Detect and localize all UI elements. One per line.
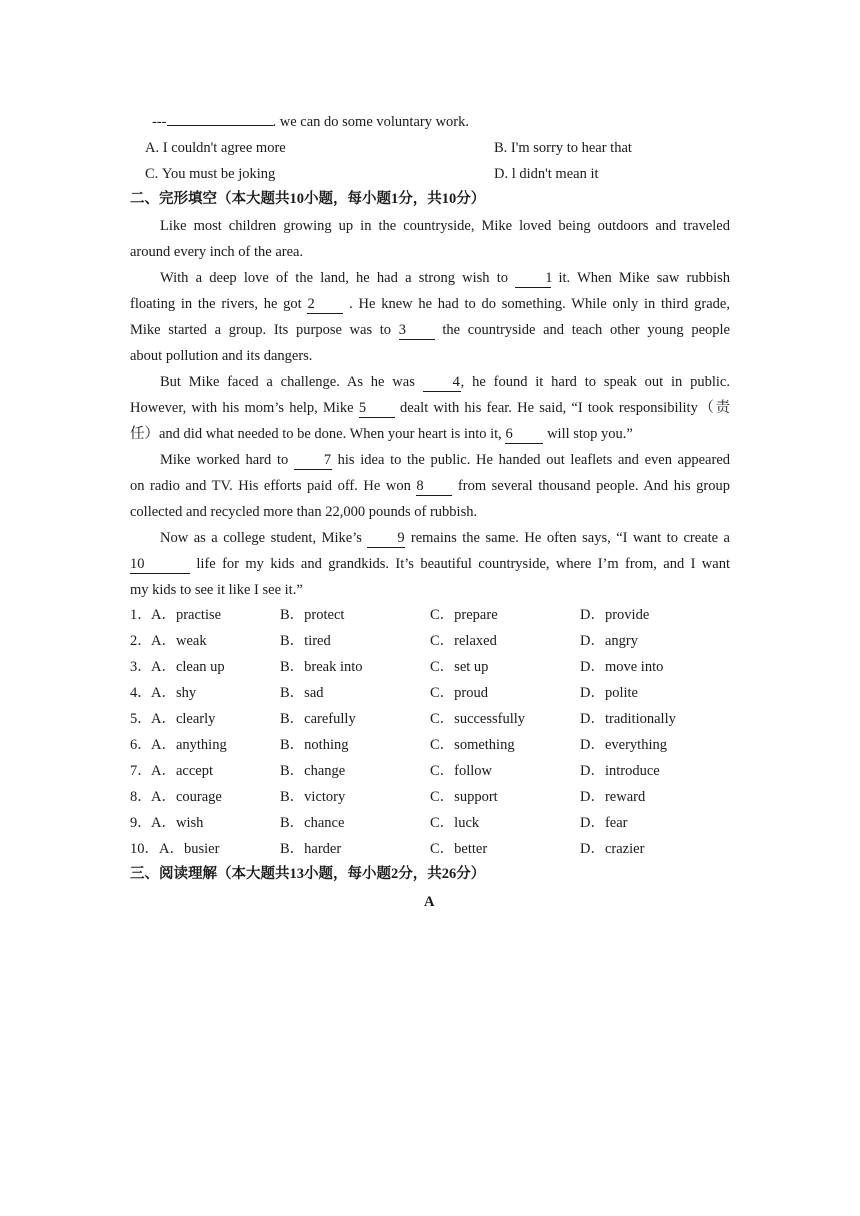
option-d[interactable]: D．fear <box>580 815 628 831</box>
paragraph-line: But Mike faced a challenge. As he was 4, he found it hard to speak out in public. <box>160 374 730 390</box>
option-d[interactable]: D．angry <box>580 633 638 649</box>
option-b[interactable]: B．nothing <box>280 737 349 753</box>
option-text: I'm sorry to hear that <box>510 140 632 156</box>
paragraph-line: 任）and did what needed to be done. When your heart is into it, 6 will stop you.” <box>130 426 633 442</box>
passage-paragraph-1 <box>130 213 730 239</box>
option-d[interactable]: D．crazier <box>580 841 645 857</box>
option-b[interactable]: B．tired <box>280 633 331 649</box>
option-a[interactable]: A．anything <box>151 737 227 753</box>
option-text: I couldn't agree more <box>162 140 286 156</box>
paragraph-line: on radio and TV. His efforts paid off. He won 8 from several thousand people. And his group <box>130 478 731 494</box>
option-d[interactable]: D．move into <box>580 659 664 675</box>
option-d[interactable]: D．introduce <box>580 763 660 779</box>
option-b[interactable]: B．break into <box>280 659 363 675</box>
passage-paragraph-3-end <box>130 421 730 447</box>
question-number: 4． <box>130 685 152 701</box>
passage-paragraph-1-end <box>130 239 730 265</box>
blank-3[interactable]: 3 <box>399 322 435 340</box>
paragraph-line: However, with his mom’s help, Mike 5 dealt with his fear. He said, “I took responsibility（责 <box>130 400 731 416</box>
paragraph-line: about pollution and its dangers. <box>130 348 313 364</box>
paragraph-line: Mike worked hard to 7 his idea to the public. He handed out leaflets and even appeared <box>160 452 730 468</box>
blank-10[interactable]: 10 <box>130 556 190 574</box>
option-c[interactable]: C．support <box>430 789 498 805</box>
option-c[interactable]: C．successfully <box>430 711 526 727</box>
blank-1[interactable]: 1 <box>515 270 551 288</box>
paragraph-line: 10 life for my kids and grandkids. It’s beautiful countryside, where I’m from, and I want <box>130 556 730 572</box>
section-heading-reading: 三、阅读理解（本大题共13小题，每小题2分，共26分） <box>130 866 486 882</box>
paragraph-line: floating in the rivers, he got 2 . He knew he had to do something. While only in third grade, <box>130 296 730 312</box>
option-c[interactable]: C．luck <box>430 815 480 831</box>
passage-paragraph-2 <box>130 265 730 343</box>
option-c[interactable] <box>145 164 275 184</box>
option-a[interactable]: A．busier <box>159 841 220 857</box>
passage-paragraph-4-end <box>130 499 730 525</box>
option-a[interactable]: A．weak <box>151 633 207 649</box>
question-number: 9． <box>130 815 152 831</box>
option-d[interactable]: D．polite <box>580 685 638 701</box>
option-d[interactable]: D．reward <box>580 789 646 805</box>
option-b[interactable]: B．change <box>280 763 346 779</box>
option-d[interactable]: D．provide <box>580 607 650 623</box>
passage-paragraph-4 <box>130 447 730 499</box>
passage-paragraph-5 <box>130 525 730 577</box>
paragraph-line: Mike started a group. Its purpose was to 3 the countryside and teach other young people <box>130 322 730 338</box>
top-question-stem <box>152 112 469 132</box>
option-c[interactable]: C．set up <box>430 659 489 675</box>
paragraph-line: collected and recycled more than 22,000 pounds of rubbish. <box>130 504 478 520</box>
section-heading-cloze: 二、完形填空（本大题共10小题，每小题1分，共10分） <box>130 191 486 207</box>
question-number: 8． <box>130 789 152 805</box>
option-b[interactable]: B．harder <box>280 841 342 857</box>
option-label: A. <box>145 140 160 156</box>
option-a[interactable]: A．shy <box>151 685 197 701</box>
option-a[interactable]: A．courage <box>151 789 222 805</box>
paragraph-line: around every inch of the area. <box>130 244 304 260</box>
paragraph-line: my kids to see it like I see it.” <box>130 582 303 598</box>
option-a[interactable]: A．wish <box>151 815 204 831</box>
blank-9[interactable]: 9 <box>367 530 405 548</box>
answer-blank[interactable] <box>167 125 273 126</box>
option-b[interactable]: B．chance <box>280 815 345 831</box>
option-c[interactable]: C．follow <box>430 763 493 779</box>
option-c[interactable]: C．something <box>430 737 515 753</box>
option-c[interactable]: C．relaxed <box>430 633 497 649</box>
option-c[interactable]: C．better <box>430 841 488 857</box>
blank-5[interactable]: 5 <box>359 400 395 418</box>
option-a[interactable]: A．clearly <box>151 711 216 727</box>
option-d[interactable]: D．traditionally <box>580 711 676 727</box>
passage-paragraph-3 <box>130 369 730 421</box>
blank-6[interactable]: 6 <box>505 426 543 444</box>
option-label: B. <box>494 140 508 156</box>
paragraph-line: With a deep love of the land, he had a strong wish to 1 it. When Mike saw rubbish <box>160 270 731 286</box>
option-b[interactable]: B．protect <box>280 607 345 623</box>
paragraph-line: Like most children growing up in the countryside, Mike loved being outdoors and traveled <box>160 218 730 234</box>
question-number: 1． <box>130 607 152 623</box>
blank-7[interactable]: 7 <box>294 452 332 470</box>
option-a[interactable]: A．practise <box>151 607 222 623</box>
question-number: 5． <box>130 711 152 727</box>
blank-4[interactable]: 4 <box>423 374 461 392</box>
stem-text: . we can do some voluntary work. <box>272 114 470 130</box>
passage-label: A <box>424 894 435 910</box>
option-text: You must be joking <box>161 166 276 182</box>
question-number: 10． <box>130 841 159 857</box>
option-b[interactable]: B．sad <box>280 685 324 701</box>
option-d[interactable] <box>494 164 599 184</box>
option-a[interactable]: A．clean up <box>151 659 225 675</box>
blank-2[interactable]: 2 <box>307 296 343 314</box>
option-c[interactable]: C．prepare <box>430 607 498 623</box>
question-number: 3． <box>130 659 152 675</box>
passage-paragraph-2-end <box>130 343 730 369</box>
option-a[interactable] <box>145 138 286 158</box>
dash-prefix: --- <box>152 114 167 130</box>
option-b[interactable]: B．carefully <box>280 711 356 727</box>
option-a[interactable]: A．accept <box>151 763 213 779</box>
passage-paragraph-5-end <box>130 577 730 603</box>
option-b[interactable]: B．victory <box>280 789 346 805</box>
option-text: l didn't mean it <box>511 166 599 182</box>
option-c[interactable]: C．proud <box>430 685 488 701</box>
question-number: 7． <box>130 763 152 779</box>
option-label: C. <box>145 166 159 182</box>
blank-8[interactable]: 8 <box>416 478 452 496</box>
option-d[interactable]: D．everything <box>580 737 667 753</box>
question-number: 2． <box>130 633 152 649</box>
option-b[interactable] <box>494 138 632 158</box>
question-number: 6． <box>130 737 152 753</box>
paragraph-line: Now as a college student, Mike’s 9 remains the same. He often says, “I want to create a <box>160 530 730 546</box>
option-label: D. <box>494 166 509 182</box>
